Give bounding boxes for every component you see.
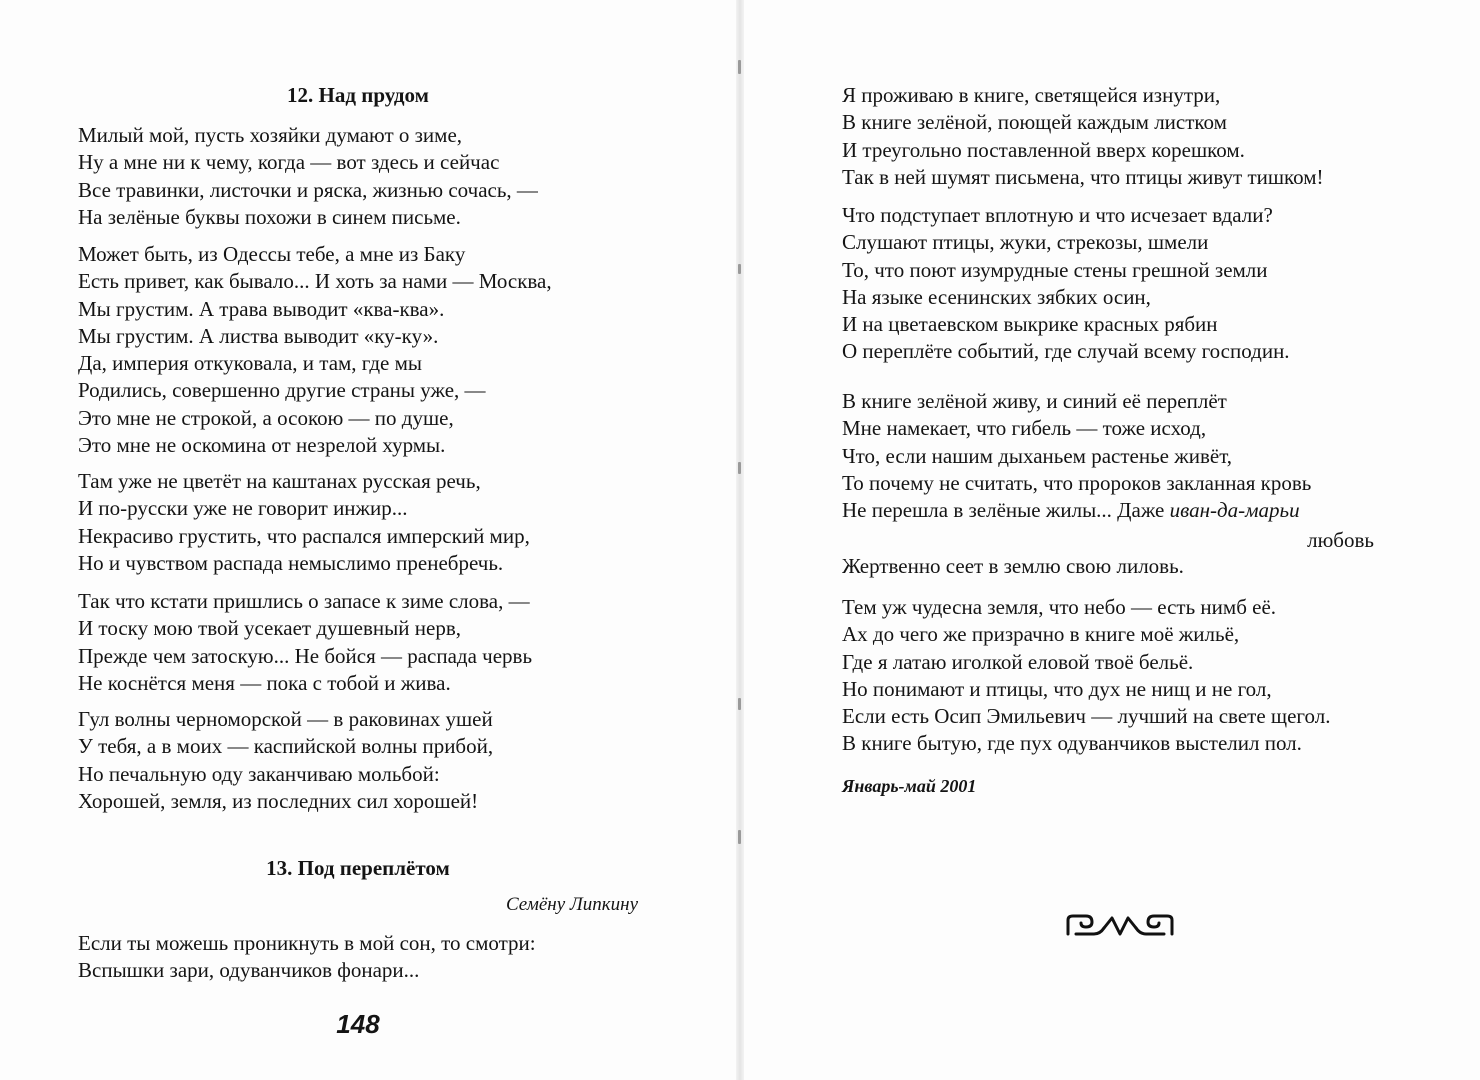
- verse-line: Где я латаю иголкой еловой твоё бельё.: [842, 649, 1194, 674]
- verse-line: Да, империя откуковала, и там, где мы: [78, 351, 423, 376]
- gutter-mark: [738, 60, 741, 74]
- verse-line: Если есть Осип Эмильевич — лучший на свете щегол.: [842, 704, 1331, 729]
- verse-line: Там уже не цветёт на каштанах русская речь,: [78, 469, 481, 493]
- verse-line: Это мне не оскомина от незрелой хурмы.: [78, 433, 446, 458]
- left-page: [0, 0, 738, 1080]
- verse-line: Жертвенно сеет в землю свою лиловь.: [842, 554, 1184, 578]
- verse-line: Если ты можешь проникнуть в мой сон, то смотри:: [78, 931, 536, 955]
- verse-line: О переплёте событий, где случай всему господин.: [842, 339, 1290, 364]
- poem-12-stanza-3: [78, 468, 530, 577]
- gutter-mark: [738, 264, 741, 274]
- gutter-mark: [738, 698, 741, 710]
- verse-line: [842, 497, 1311, 524]
- verse-line: У тебя, а в моих — каспийской волны прибой,: [78, 734, 494, 759]
- verse-line: Мы грустим. А листва выводит «ку-ку».: [78, 323, 439, 348]
- verse-line: Так что кстати пришлись о запасе к зиме слова, —: [78, 589, 530, 613]
- verse-line: На зелёные буквы похожи в синем письме.: [78, 204, 461, 229]
- verse-line: Мы грустим. А трава выводит «ква-ква».: [78, 296, 445, 321]
- verse-line: И треугольно поставленной вверх корешком.: [842, 137, 1245, 162]
- gutter-mark: [738, 462, 741, 474]
- verse-line: Вспышки зари, одуванчиков фонари...: [78, 958, 420, 983]
- verse-line: На языке есенинских зябких осин,: [842, 284, 1151, 309]
- verse-line: Гул волны черноморской — в раковинах ушей: [78, 707, 493, 731]
- verse-line: В книге бытую, где пух одуванчиков выстелил пол.: [842, 731, 1302, 756]
- verse-line: То почему не считать, что пророков закланная кровь: [842, 470, 1312, 495]
- poem-12-stanza-4: [78, 588, 532, 697]
- verse-line: В книге зелёной живу, и синий её переплёт: [842, 389, 1227, 413]
- verse-line: Может быть, из Одессы тебе, а мне из Баку: [78, 242, 466, 266]
- verse-line: Родились, совершенно другие страны уже, —: [78, 378, 486, 403]
- verse-line: Ах до чего же призрачно в книге моё жильё,: [842, 622, 1240, 647]
- poem-13-stanza-3: [842, 202, 1290, 366]
- verse-line-text: Не перешла в зелёные жилы... Даже: [842, 498, 1165, 523]
- verse-line: Некрасиво грустить, что распался имперский мир,: [78, 523, 530, 548]
- poem-12-stanza-1: [78, 122, 538, 231]
- verse-line: Не коснётся меня — пока с тобой и жива.: [78, 670, 451, 695]
- poem-13-dedication: Семёну Липкину: [505, 894, 638, 915]
- poem-12-title: 12. Над прудом: [287, 83, 429, 107]
- verse-line: Ну а мне ни к чему, когда — вот здесь и сейчас: [78, 150, 500, 175]
- verse-line: Слушают птицы, жуки, стрекозы, шмели: [842, 230, 1209, 255]
- verse-line: Но и чувством распада немыслимо пренебречь.: [78, 550, 504, 575]
- verse-line: Прежде чем затоскую... Не бойся — распада червь: [78, 643, 533, 668]
- verse-line: Что подступает вплотную и что исчезает вдали?: [842, 203, 1273, 227]
- page-number: 148: [336, 1009, 380, 1039]
- verse-line: Так в ней шумят письмена, что птицы живут тишком!: [842, 164, 1324, 189]
- verse-line: Я проживаю в книге, светящейся изнутри,: [842, 83, 1221, 107]
- poem-13-stanza-1: [78, 930, 536, 985]
- right-page: [742, 0, 1480, 1080]
- poem-12-stanza-5: [78, 706, 493, 815]
- verse-line: Но понимают и птицы, что дух не нищ и не гол,: [842, 676, 1272, 701]
- verse-line: То, что поют изумрудные стены грешной земли: [842, 257, 1268, 282]
- verse-line-italic-tail: иван-да-марьи: [1169, 498, 1300, 523]
- art-nouveau-ornament-icon: [1064, 912, 1176, 940]
- poem-13-stanza-2: [842, 82, 1324, 191]
- verse-line: Хорошей, земля, из последних сил хорошей!: [78, 788, 479, 813]
- verse-line: Но печальную оду заканчиваю мольбой:: [78, 761, 440, 786]
- verse-line: Тем уж чудесна земля, что небо — есть нимб её.: [842, 595, 1277, 619]
- poem-13-title: 13. Под переплётом: [266, 856, 450, 880]
- verse-line: И по-русски уже не говорит инжир...: [78, 496, 408, 521]
- poem-13-stanza-4-end: [842, 553, 1184, 580]
- verse-line: И на цветаевском выкрике красных рябин: [842, 312, 1218, 337]
- poem-13-stanza-4: [842, 388, 1311, 524]
- verse-line: Что, если нашим дыханьем растенье живёт,: [842, 443, 1233, 468]
- verse-line: Есть привет, как бывало... И хоть за нами — Москва,: [78, 269, 552, 294]
- poem-12-stanza-2: [78, 241, 552, 459]
- verse-line: Все травинки, листочки и ряска, жизнью сочась, —: [78, 177, 538, 202]
- verse-line: И тоску мою твой усекает душевный нерв,: [78, 616, 461, 641]
- poem-13-stanza-5: [842, 594, 1330, 758]
- verse-line: В книге зелёной, поющей каждым листком: [842, 110, 1227, 135]
- verse-line-carry: любовь: [1307, 528, 1374, 552]
- verse-line: Это мне не строкой, а осокою — по душе,: [78, 405, 454, 430]
- poem-date: Январь-май 2001: [842, 776, 977, 796]
- gutter-mark: [738, 830, 741, 844]
- verse-line: Мне намекает, что гибель — тоже исход,: [842, 416, 1207, 441]
- verse-line: Милый мой, пусть хозяйки думают о зиме,: [78, 123, 463, 147]
